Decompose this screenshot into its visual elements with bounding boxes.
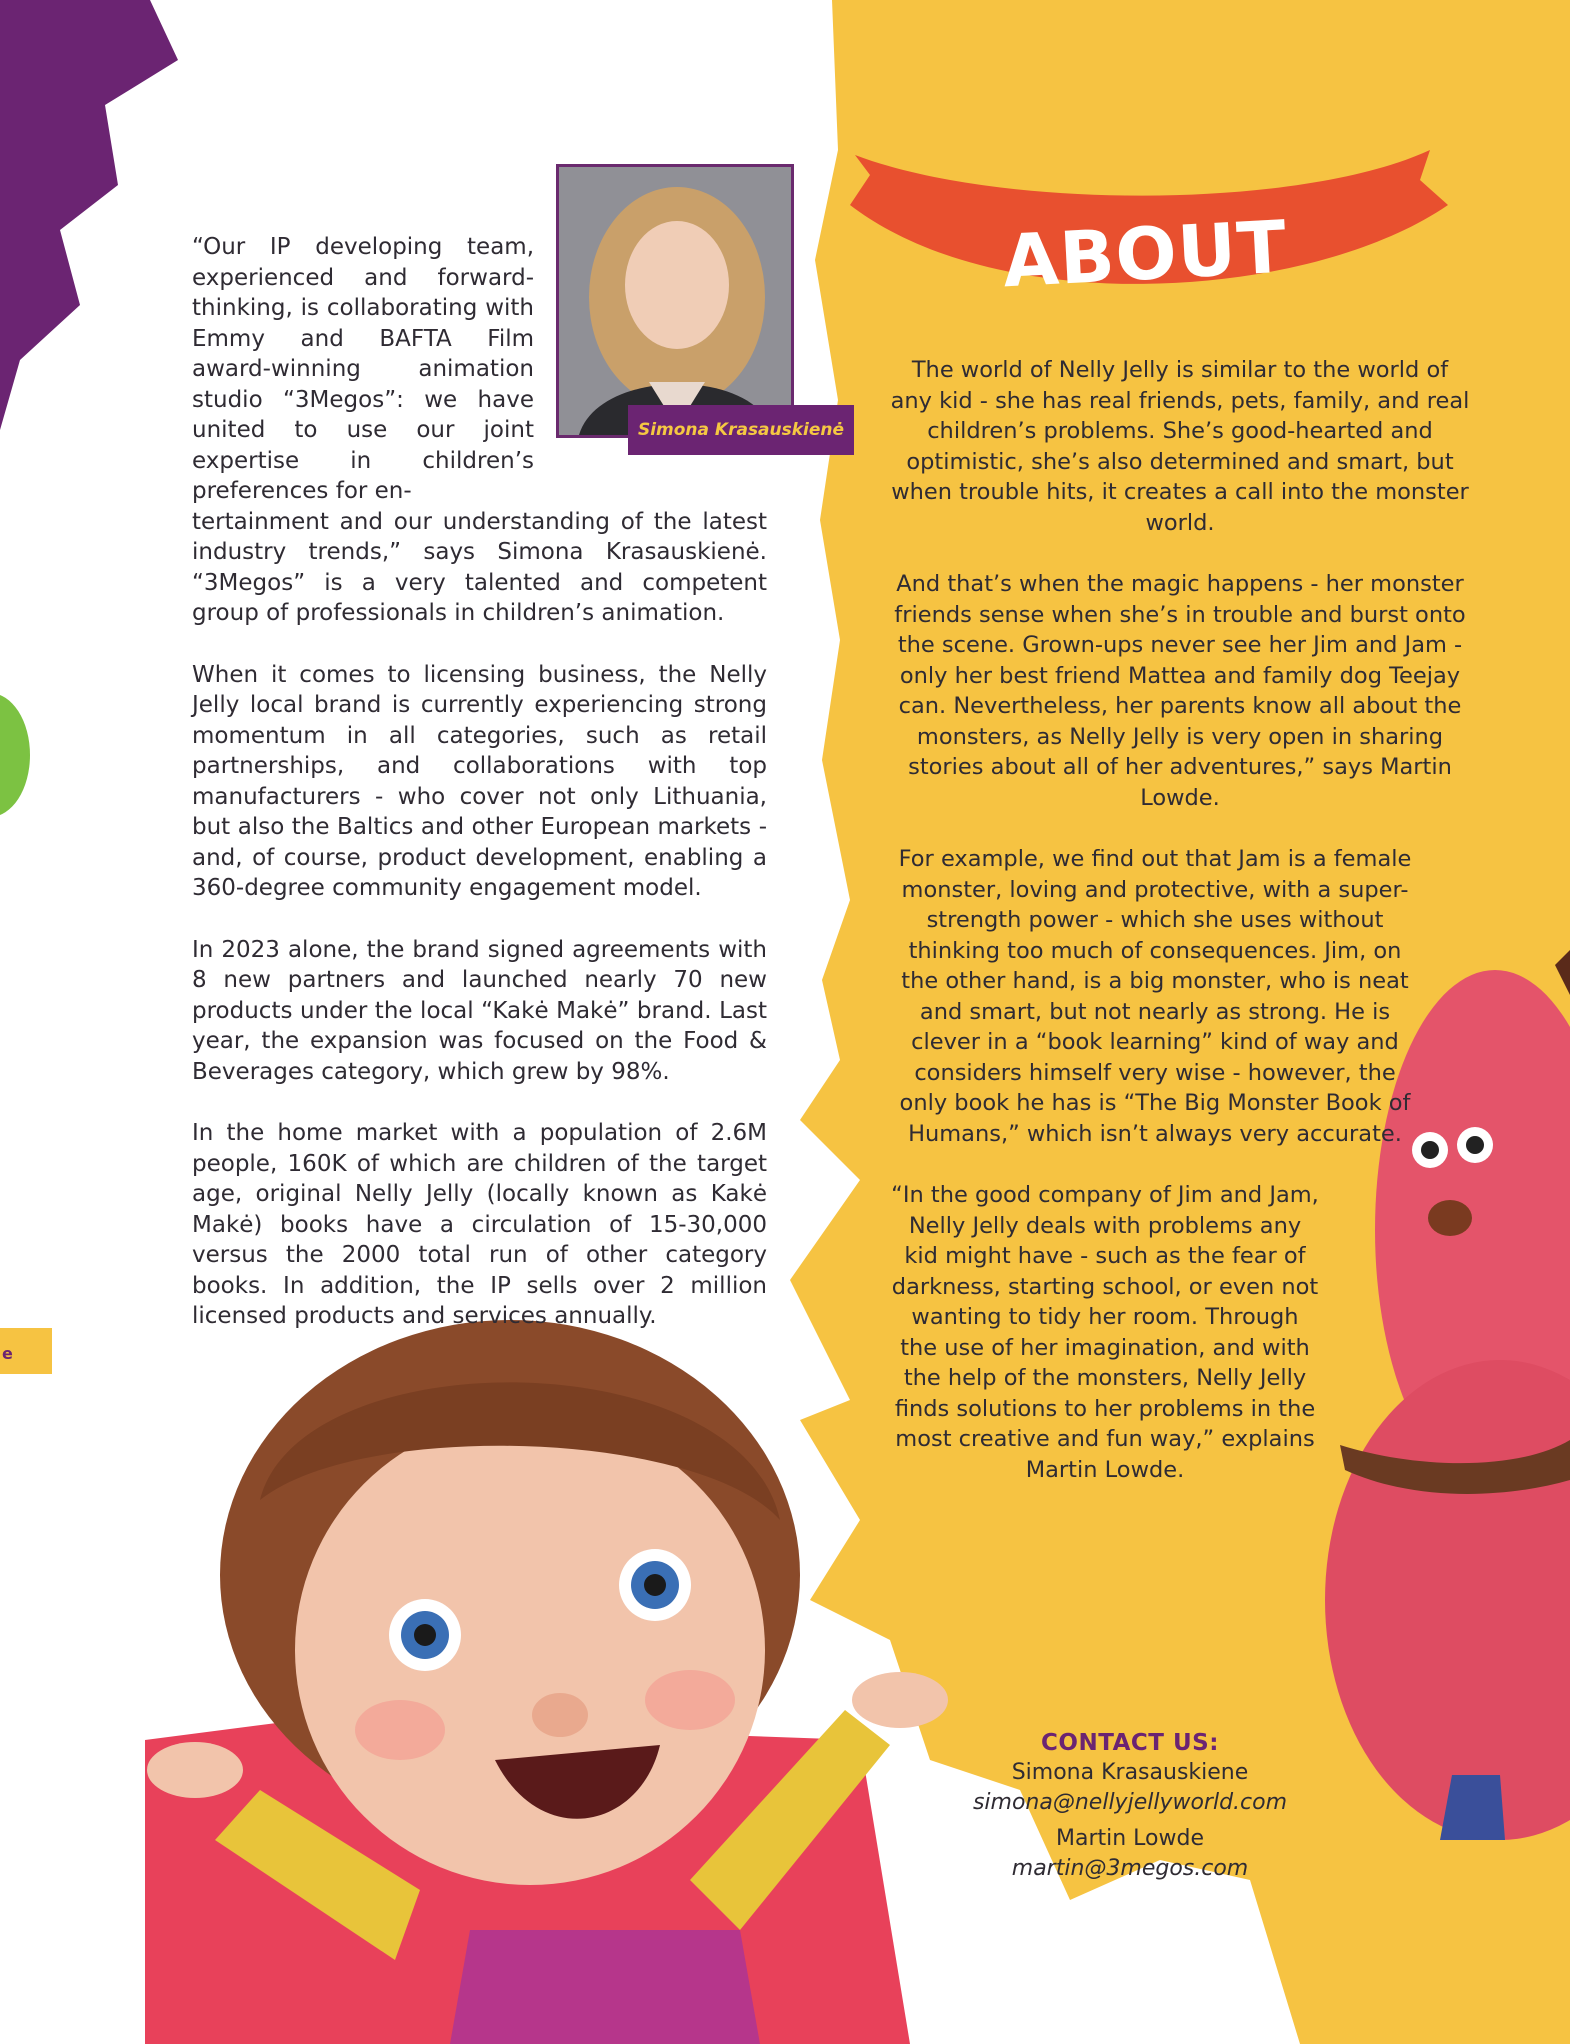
- photo-caption: Simona Krasauskienė: [628, 405, 854, 455]
- home-market-paragraph: In the home market with a population of 2.6M people, 160K of which are children of the target age, original Nelly Jelly (locally known as Kakė Makė) books have a circulation of 15-30,000 versus the 2000 total run of other category books. In addition, the IP sells over 2 million licensed products and services annually.: [192, 1120, 767, 1329]
- side-tag-label: e: [2, 1344, 13, 1363]
- about-paragraph-4: “In the good company of Jim and Jam, Nelly Jelly deals with problems any kid might have - such as the fear of darkness, starting school, or even not wanting to tidy her room. Through the use of her imagination, and with the help of the monsters, Nelly Jelly finds solutions to her problems in the most creative and fun way,” explains Martin Lowde.: [891, 1182, 1319, 1483]
- intro-wide-text: tertainment and our understanding of the latest industry trends,” says Simona Krasauskienė. “3Megos” is a very talented and competent group of professionals in children’s animation.: [192, 508, 767, 626]
- intro-paragraph: [192, 232, 767, 629]
- about-heading: ABOUT: [1000, 204, 1290, 304]
- about-paragraph-1: The world of Nelly Jelly is similar to the world of any kid - she has real friends, pets, family, and real children’s problems. She’s good-hearted and optimistic, she’s also determined and smart, but when trouble hits, it creates a call into the monster world.: [890, 357, 1470, 536]
- about-paragraph-3: For example, we find out that Jam is a female monster, loving and protective, with a super-strength power - which she uses without thinking too much of consequences. Jim, on the other hand, is a big monster, who is neat and smart, but not nearly as strong. He is clever in a “book learning” kind of way and considers himself very wise - however, the only book he has is “The Big Monster Book of Humans,” which isn’t always very accurate.: [898, 846, 1412, 1147]
- intro-narrow-text: “Our IP developing team, experienced and forward-thinking, is collaborating with Emmy and BAFTA Film award-winning animation studio “3Megos”: we have united to use our joint expertise in children’s preferences for en-: [192, 234, 534, 504]
- contact-block: [960, 1728, 1300, 1884]
- contact-email-2[interactable]: martin@3megos.com: [1011, 1856, 1249, 1881]
- contact-name-2: Martin Lowde: [1055, 1826, 1204, 1851]
- article-left-column: [192, 232, 767, 1363]
- licensing-paragraph: When it comes to licensing business, the Nelly Jelly local brand is currently experiencing strong momentum in all categories, such as retail partnerships, and collaborations with top manufacturers - who cover not only Lithuania, but also the Baltics and other European markets - and, of course, product development, enabling a 360-degree community engagement model.: [192, 661, 767, 901]
- purple-shape: [0, 0, 178, 430]
- contact-name-1: Simona Krasauskiene: [1011, 1760, 1249, 1785]
- green-blob: [0, 693, 30, 817]
- about-column: [890, 355, 1470, 1516]
- contact-title: CONTACT US:: [1041, 1730, 1219, 1756]
- contact-email-1[interactable]: simona@nellyjellyworld.com: [972, 1790, 1288, 1815]
- about-paragraph-2: And that’s when the magic happens - her monster friends sense when she’s in trouble and burst onto the scene. Grown-ups never see her Jim and Jam - only her best friend Mattea and family dog Teejay can. Nevertheless, her parents know all about the monsters, as Nelly Jelly is very open in sharing stories about all of her adventures,” says Martin Lowde.: [894, 571, 1466, 811]
- agreements-paragraph: In 2023 alone, the brand signed agreements with 8 new partners and launched nearly 70 new products under the local “Kakė Makė” brand. Last year, the expansion was focused on the Food & Beverages category, which grew by 98%.: [192, 936, 767, 1085]
